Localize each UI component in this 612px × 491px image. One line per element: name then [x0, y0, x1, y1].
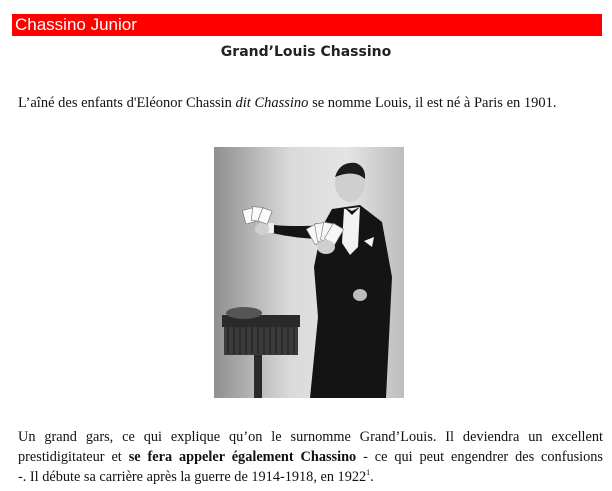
page-title: Grand’Louis Chassino	[220, 44, 392, 60]
intro-text-after: se nomme Louis, il est né à Paris en 1901.	[308, 95, 557, 111]
intro-italic: dit Chassino	[235, 95, 309, 111]
paragraph-line-2-after: - ce qui peut engendrer des confusions	[356, 449, 604, 465]
paragraph-line-1: Un grand gars, ce qui explique qu’on le surnomme Grand’Louis. Il deviendra un excellent	[18, 429, 603, 445]
intro-text-before: L’aîné des enfants d'Eléonor Chassin	[18, 95, 236, 111]
paragraph-line-2	[18, 447, 603, 467]
banner-title: Chassino Junior	[15, 15, 137, 34]
footnote-marker[interactable]: 1	[366, 468, 371, 478]
magician-photo	[214, 147, 404, 398]
magician-photo-illustration	[214, 147, 404, 398]
paragraph-line-2-before: prestidigitateur et	[18, 449, 129, 465]
paragraph-line-3-text: -. Il débute sa carrière après la guerre de 1914-1918, en 1922	[18, 469, 367, 485]
section-banner	[12, 14, 602, 36]
paragraph-bold-text: se fera appeler également Chassino	[128, 449, 357, 465]
biography-paragraph	[18, 427, 603, 487]
paragraph-line-3-end: .	[370, 469, 374, 485]
intro-paragraph	[18, 95, 608, 112]
paragraph-line-3	[18, 467, 603, 487]
